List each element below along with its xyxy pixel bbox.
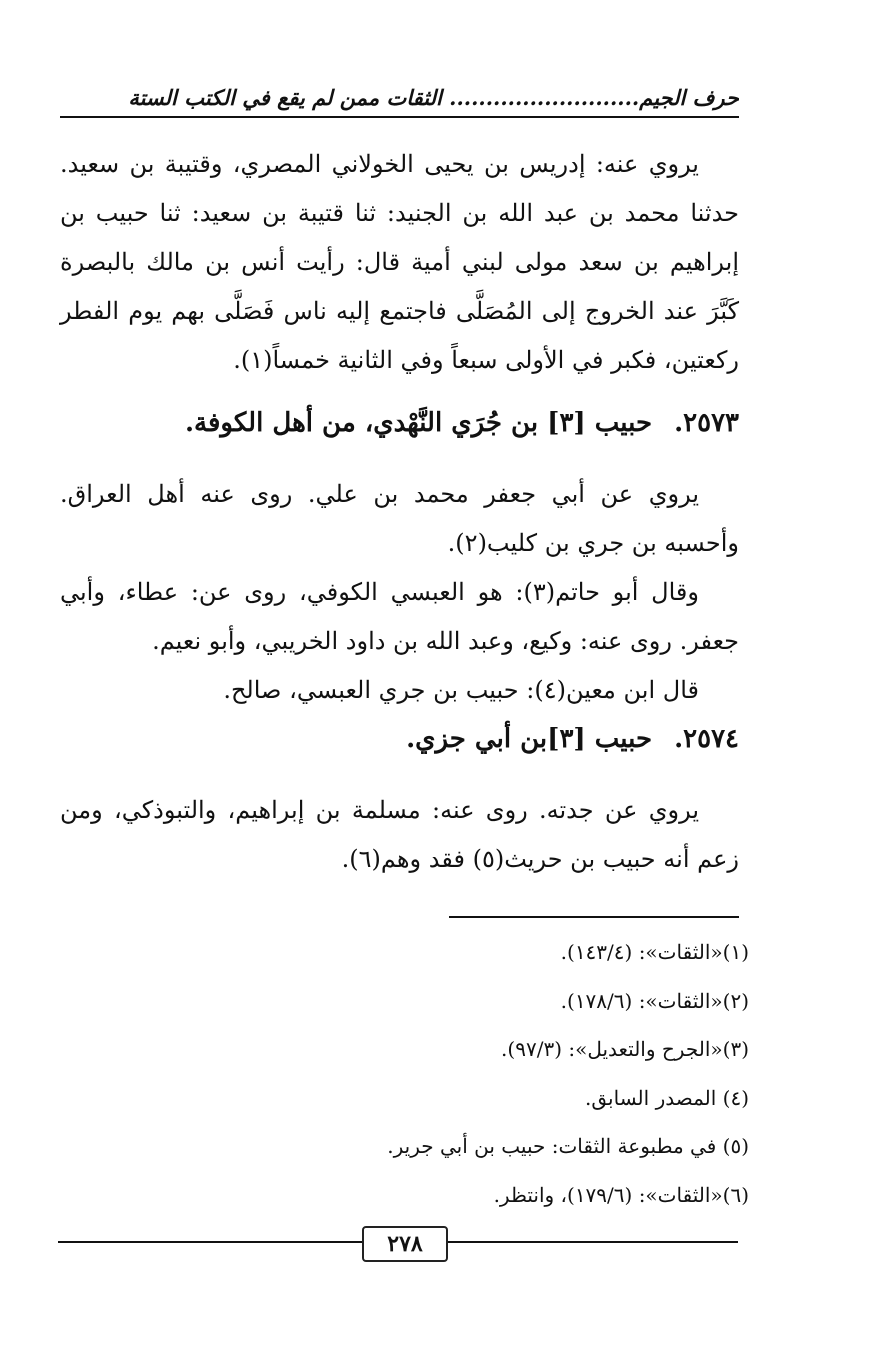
footnote-item: (٢)«الثقات»: (١٧٨/٦). <box>560 988 749 1013</box>
entry-number: ٢٥٧٣. <box>674 408 739 438</box>
entry-paragraph: وقال أبو حاتم(٣): هو العبسي الكوفي، روى عن: عطاء، وأبي جعفر. روى عنه: وكيع، وعبد الله بن داود الخريبي، وأبو نعيم. <box>60 578 739 655</box>
running-header: حرف الجيم.......................... الثقات ممن لم يقع في الكتب الستة <box>60 80 739 118</box>
entry-number: ٢٥٧٤. <box>674 724 739 754</box>
footnote-separator <box>449 916 739 918</box>
footnote-item: (٣)«الجرح والتعديل»: (٩٧/٣). <box>501 1037 749 1061</box>
entry-title: حبيب [٣]بن أبي جزي. <box>406 724 653 754</box>
footnote-item: (٥) في مطبوعة الثقات: حبيب بن أبي جرير. <box>387 1134 749 1158</box>
page-number: ٢٧٨ <box>362 1226 448 1262</box>
entry-continuation-paragraph: يروي عنه: إدريس بن يحيى الخولاني المصري، وقتيبة بن سعيد. حدثنا محمد بن عبد الله بن الجنيد: ثنا قتيبة بن سعيد: ثنا حبيب بن إبراهيم بن سعد مولى لبني أمية قال: رأيت أنس بن مالك بالبصرة كَبَّرَ عند الخروج إلى المُصَلَّى فاجتمع إليه ناس فَصَلَّى بهم يوم الفطر ركعتين، فكبر في الأولى سبعاً وفي الثانية خمساً(١). <box>60 150 739 374</box>
entry-title: حبيب [٣] بن جُرَي النَّهْدي، من أهل الكوفة. <box>184 408 653 438</box>
footnotes <box>60 928 749 1219</box>
entry-heading-2574 <box>60 715 739 764</box>
main-text <box>60 140 739 884</box>
footnote-item: (٦)«الثقات»: (١٧٩/٦)، وانتظر. <box>493 1182 749 1207</box>
footnote-item: (١)«الثقات»: (١٤٣/٤). <box>560 940 749 964</box>
entry-heading-2573 <box>60 399 739 448</box>
entry-paragraph: يروي عن أبي جعفر محمد بن علي. روى عنه أهل العراق. وأحسبه بن جري بن كليب(٢). <box>60 480 739 557</box>
entry-paragraph: قال ابن معين(٤): حبيب بن جري العبسي، صالح. <box>223 676 699 704</box>
footnote-item: (٤) المصدر السابق. <box>585 1085 749 1110</box>
entry-paragraph: يروي عن جدته. روى عنه: مسلمة بن إبراهيم، والتبوذكي، ومن زعم أنه حبيب بن حريث(٥) فقد وهم(٦). <box>60 796 739 873</box>
